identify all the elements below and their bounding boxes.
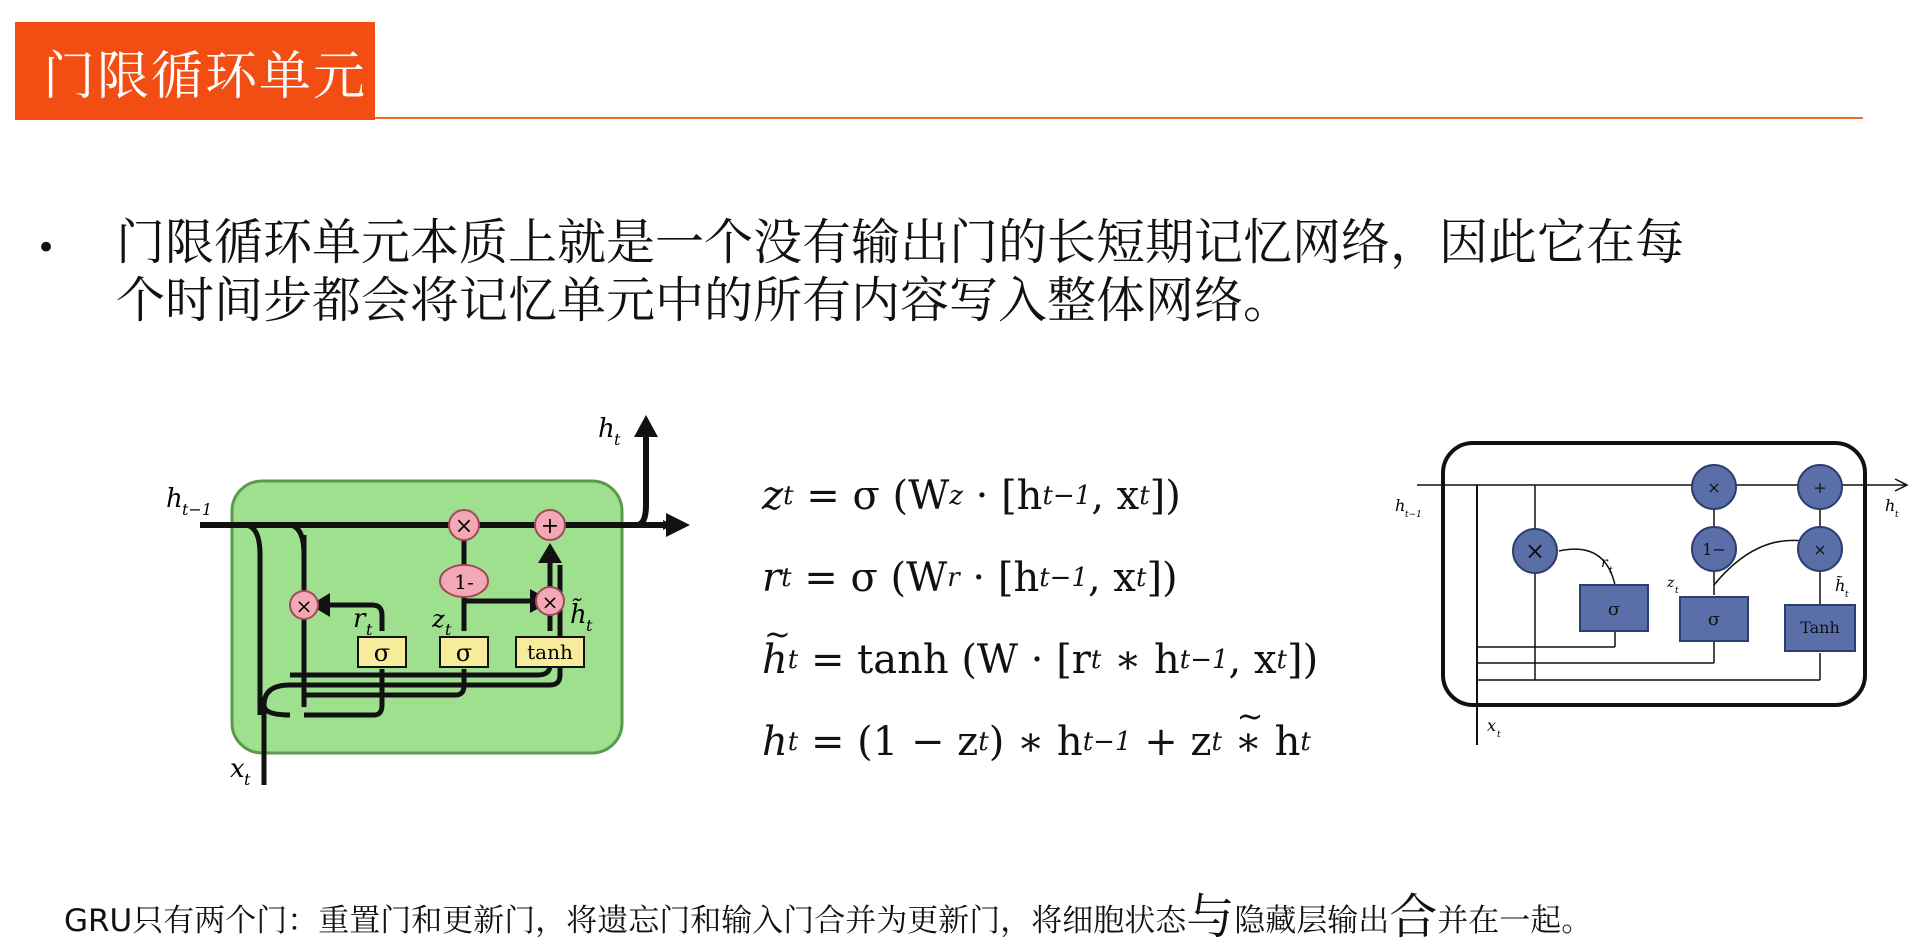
- label-r-right-sub: t: [1609, 566, 1613, 576]
- main-line-2: 个时间步都会将记忆单元中的所有内容写入整体网络。: [116, 272, 1293, 329]
- label-x-sub: t: [244, 770, 251, 789]
- summary-gru: GRU: [64, 903, 133, 939]
- gate-sigma-r-label: σ: [373, 639, 391, 667]
- label-h-out-sub: t: [614, 430, 621, 449]
- op-one-minus-label: 1-: [454, 570, 474, 594]
- summary-part-6: 并在一起。: [1437, 903, 1593, 939]
- gru-diagram-left: [160, 415, 700, 795]
- bullet-marker: •: [36, 228, 57, 268]
- gru-diagram-right: [1395, 435, 1915, 755]
- op-mult-left-label: ×: [295, 594, 313, 618]
- label-h-prev-right: h: [1395, 496, 1406, 515]
- label-z: z: [432, 605, 445, 633]
- main-line-1: 门限循环单元本质上就是一个没有输出门的长短期记忆网络，因此它在每: [116, 214, 1685, 271]
- summary-part-5: 合: [1389, 889, 1438, 945]
- op-add-top-label: +: [540, 514, 560, 539]
- right-op-mult-label: ×: [1813, 540, 1827, 559]
- equations: [762, 455, 1322, 783]
- label-h-out-right: h: [1885, 496, 1896, 515]
- label-h-out: h: [598, 415, 615, 444]
- label-z-right-sub: t: [1675, 586, 1679, 596]
- label-h-out-right-sub: t: [1895, 510, 1899, 520]
- label-h-tilde-sub: t: [586, 616, 593, 635]
- label-z-right: z: [1667, 575, 1675, 591]
- label-h-tilde-right-sub: t: [1845, 590, 1849, 600]
- label-h-tilde: h̃: [570, 600, 587, 630]
- equation-2: r t = σ (W r · [h t−1 , x t ]): [762, 555, 1178, 601]
- main-paragraph: [116, 214, 1836, 330]
- slide-title: 门限循环单元: [43, 46, 368, 107]
- gate-tanh-right-label: Tanh: [1800, 618, 1840, 637]
- gate-sigma-z-label: σ: [455, 639, 473, 667]
- label-x-right: x: [1487, 716, 1497, 735]
- label-h-tilde-right: h̃: [1835, 576, 1846, 595]
- equation-4: h t = (1 − z t ) ∗ h t−1 + z t ~ ∗ h t: [762, 701, 1322, 783]
- gate-sigma-z-right-label: σ: [1707, 609, 1721, 630]
- summary-part-4: 隐藏层输出: [1234, 903, 1390, 939]
- summary-part-3: 与: [1186, 889, 1235, 945]
- label-r: r: [353, 604, 366, 634]
- top-op-mult-label: ×: [1707, 478, 1721, 497]
- op-mult-top-label: ×: [454, 514, 474, 539]
- label-z-sub: t: [445, 620, 452, 639]
- title-banner: [15, 22, 375, 120]
- label-h-prev-sub: t−1: [182, 500, 213, 519]
- label-h-prev: h: [166, 484, 183, 514]
- gate-tanh-label: tanh: [527, 640, 573, 664]
- label-r-sub: t: [366, 620, 373, 639]
- label-x: x: [230, 754, 245, 784]
- equation-3: ~ h t = tanh (W · [r t ∗ h t−1 , x t ]): [762, 619, 1322, 701]
- r-op-mult-label: ×: [1524, 537, 1546, 565]
- op-mult-right-label: ×: [541, 590, 559, 614]
- label-r-right: r: [1601, 555, 1608, 571]
- op-one-minus-right-label: 1−: [1702, 540, 1726, 559]
- summary-part-2: 只有两个门：重置门和更新门，将遗忘门和输入门合并为更新门，将细胞状态: [132, 903, 1187, 939]
- summary-text: [64, 878, 1884, 947]
- top-op-add-label: +: [1813, 478, 1827, 497]
- label-h-prev-right-sub: t−1: [1405, 510, 1422, 520]
- gate-sigma-r-right-label: σ: [1607, 599, 1621, 620]
- label-x-right-sub: t: [1497, 730, 1501, 740]
- title-divider: [375, 117, 1863, 119]
- equation-1: z t = σ (W z · [h t−1 , x t ]): [762, 473, 1181, 519]
